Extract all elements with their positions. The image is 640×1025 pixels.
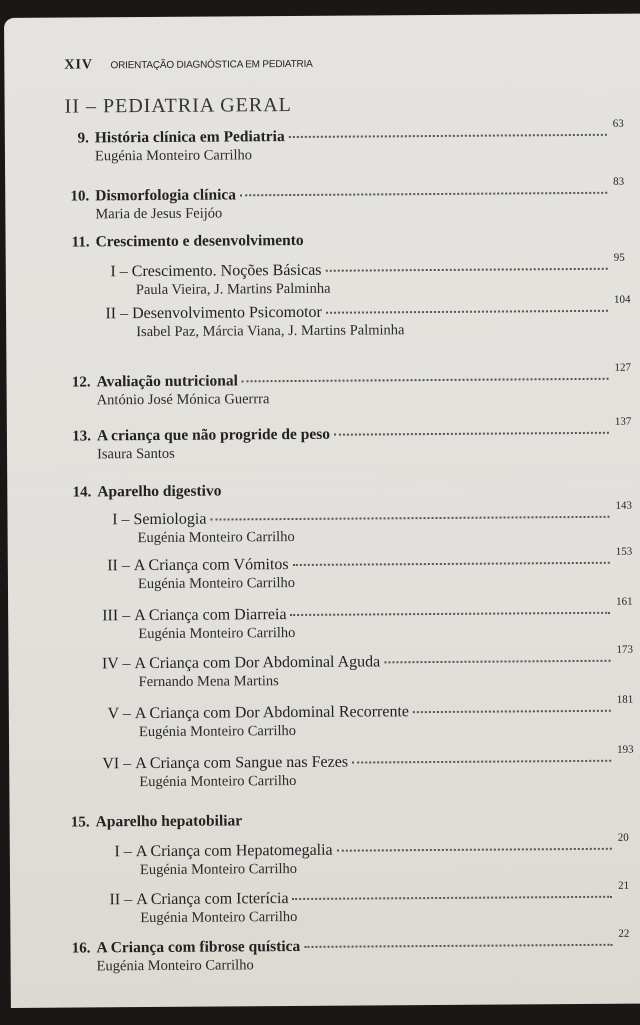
toc-entry — [57, 175, 635, 206]
entry-title: Crescimento. Noções Básicas — [131, 261, 322, 281]
entry-number: 12. — [71, 374, 91, 391]
entry-page-number: 95 — [613, 251, 625, 264]
running-header — [64, 56, 312, 74]
dot-leader — [289, 134, 607, 138]
entry-author: Fernando Mena Martins — [138, 673, 279, 691]
entry-number: 10. — [70, 188, 90, 205]
toc-entry — [79, 743, 639, 774]
dot-leader — [352, 760, 611, 764]
entry-number: 15. — [70, 814, 90, 831]
entry-author: Paula Vieira, J. Martins Palminha — [135, 280, 331, 299]
entry-title: A Criança com fibrose quística — [96, 937, 301, 957]
toc-entry — [58, 230, 636, 252]
entry-page-number: 104 — [613, 293, 631, 306]
entry-title: A Criança com Icterícia — [136, 890, 289, 909]
entry-title: Semiologia — [133, 510, 207, 529]
entry-author: António José Mónica Guerrra — [96, 391, 270, 409]
entry-author: Eugénia Monteiro Carrilho — [139, 772, 297, 791]
toc-entry — [57, 117, 635, 148]
entry-number: VI – — [102, 755, 132, 773]
entry-author: Eugénia Monteiro Carrilho — [138, 722, 297, 741]
running-title: ORIENTAÇÃO DIAGNÓSTICA EM PEDIATRIA — [110, 58, 313, 72]
dot-leader — [413, 710, 611, 713]
entry-number: 9. — [77, 130, 89, 147]
book-page — [4, 13, 640, 1008]
entry-number: I – — [114, 843, 132, 861]
toc-entry — [78, 545, 638, 576]
dot-leader — [326, 310, 608, 314]
toc-entry — [76, 293, 636, 324]
page-number: XIV — [64, 57, 94, 73]
dot-leader — [293, 896, 613, 900]
entry-title: A Criança com Vómitos — [133, 556, 289, 575]
toc-entry — [59, 480, 637, 502]
toc-entry — [80, 879, 640, 910]
dot-leader — [337, 848, 612, 852]
entry-number: 16. — [71, 940, 91, 957]
entry-number: 13. — [72, 428, 91, 445]
entry-number: IV – — [101, 655, 131, 673]
entry-author: Eugénia Monteiro Carrilho — [138, 624, 296, 643]
toc-entry — [58, 927, 640, 958]
entry-author: Maria de Jesus Feijóo — [95, 205, 223, 223]
entry-title: Crescimento e desenvolvimento — [95, 231, 304, 251]
entry-author: Eugénia Monteiro Carrilho — [137, 574, 296, 593]
dot-leader — [291, 612, 611, 616]
entry-author: Eugénia Monteiro Carrilho — [139, 860, 298, 879]
entry-page-number: 173 — [616, 643, 633, 656]
toc-entry — [59, 415, 637, 446]
entry-page-number: 83 — [613, 175, 625, 188]
entry-page-number: 20 — [617, 831, 629, 844]
dot-leader — [304, 944, 612, 948]
entry-title: A Criança com Dor Abdominal Aguda — [134, 653, 381, 673]
toc-entry — [76, 251, 636, 282]
dot-leader — [384, 660, 610, 664]
entry-page-number: 137 — [614, 415, 632, 428]
entry-number: I – — [112, 511, 130, 529]
entry-page-number: 153 — [615, 545, 633, 558]
entry-title: Aparelho hepatobiliar — [95, 812, 243, 831]
toc-entry — [58, 361, 636, 392]
entry-number: I – — [110, 263, 128, 281]
entry-author: Isaura Santos — [96, 445, 175, 463]
dot-leader — [334, 432, 609, 436]
toc-entry — [78, 643, 638, 674]
entry-title: História clínica em Pediatria — [94, 128, 285, 147]
entry-title: Aparelho digestivo — [97, 482, 222, 501]
entry-title: Desenvolvimento Psicomotor — [132, 303, 322, 323]
entry-title: A Criança com Dor Abdominal Recorrente — [134, 703, 410, 723]
entry-title: A Criança com Diarreia — [134, 606, 287, 625]
entry-number: 11. — [71, 234, 90, 251]
entry-page-number: 193 — [617, 743, 634, 756]
entry-number: V – — [107, 705, 131, 723]
entry-author: Isabel Paz, Márcia Viana, J. Martins Palminha — [136, 322, 405, 341]
entry-title: Avaliação nutricional — [96, 372, 238, 391]
entry-number: II – — [107, 557, 130, 575]
toc-entry — [58, 810, 640, 832]
entry-page-number: 143 — [615, 499, 632, 512]
entry-title: Dismorfologia clínica — [95, 186, 237, 205]
entry-page-number: 22 — [618, 927, 630, 940]
entry-title: A criança que não progride de peso — [96, 425, 331, 445]
entry-number: 14. — [72, 484, 92, 501]
entry-page-number: 21 — [618, 879, 630, 892]
dot-leader — [240, 192, 607, 197]
toc-entry — [79, 693, 639, 724]
entry-title: A Criança com Sangue nas Fezes — [135, 753, 349, 773]
entry-author: Eugénia Monteiro Carrilho — [140, 908, 298, 927]
entry-page-number: 63 — [612, 117, 624, 130]
dot-leader — [242, 378, 609, 383]
dot-leader — [210, 516, 609, 521]
toc-entry — [78, 595, 638, 626]
entry-page-number: 161 — [616, 595, 633, 608]
entry-page-number: 127 — [614, 361, 631, 374]
entry-author: Eugénia Monteiro Carrilho — [94, 147, 253, 165]
entry-author: Eugénia Monteiro Carrilho — [96, 957, 254, 975]
dot-leader — [325, 268, 607, 272]
entry-number: II – — [105, 305, 129, 323]
part-title: II – PEDIATRIA GERAL — [64, 93, 292, 118]
entry-number: II – — [109, 891, 133, 909]
toc-entry — [80, 831, 640, 862]
entry-page-number: 181 — [616, 693, 634, 706]
entry-title: A Criança com Hepatomegalia — [135, 841, 333, 861]
entry-number: III – — [102, 607, 131, 625]
entry-author: Eugénia Monteiro Carrilho — [137, 528, 295, 547]
dot-leader — [293, 562, 610, 566]
toc-entry — [77, 499, 637, 530]
